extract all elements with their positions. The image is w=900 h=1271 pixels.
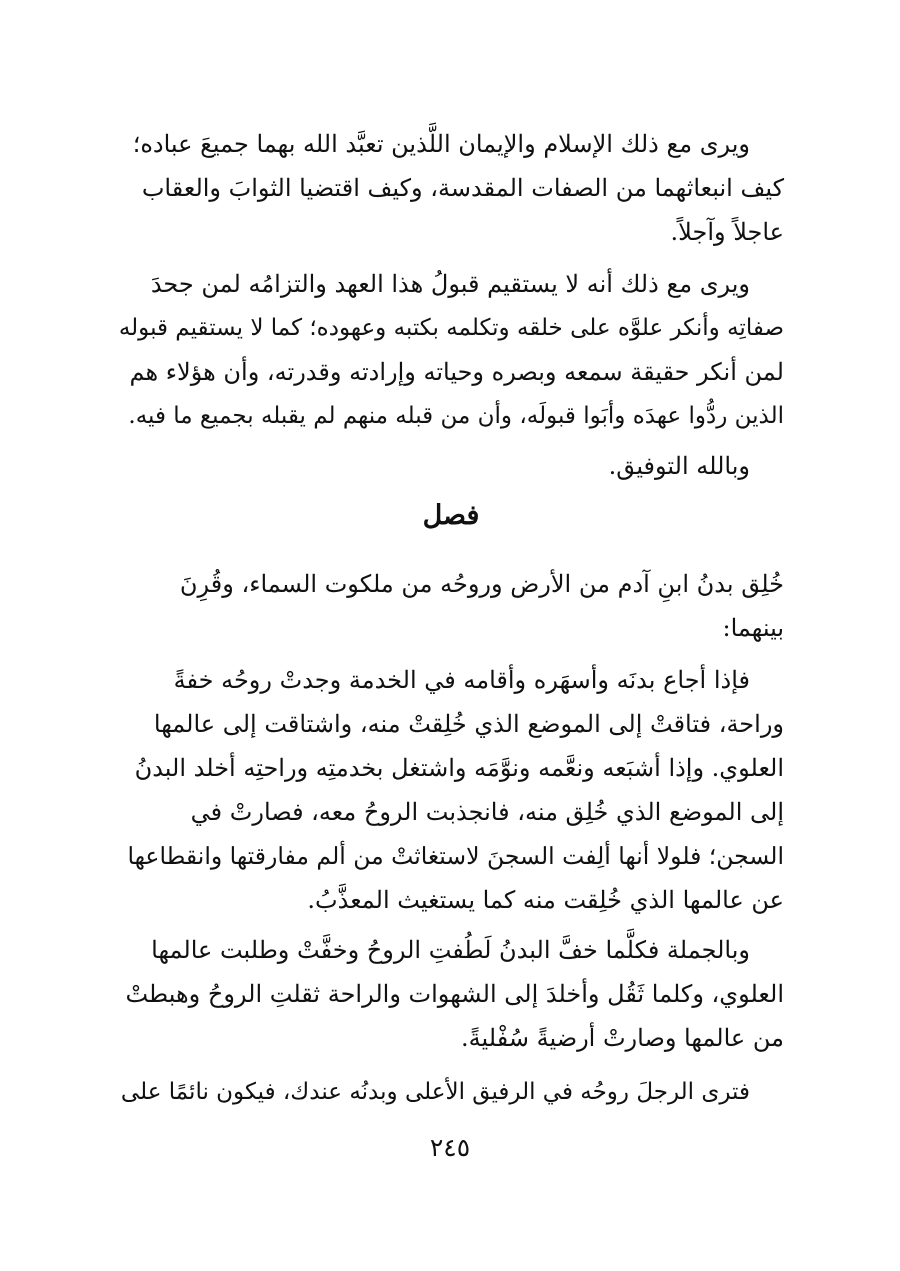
text-line: الذين ردُّوا عهدَه وأبَوا قبولَه، وأن من قبله منهم لم يقبله بجميع ما فيه. — [128, 403, 784, 429]
text-line: وبالله التوفيق. — [608, 452, 750, 480]
paragraph-3 — [118, 444, 784, 488]
text-line: عاجلاً وآجلاً. — [670, 218, 784, 246]
section-paragraph-2 — [118, 658, 784, 922]
section-heading: فصل — [422, 500, 480, 531]
text-line: فترى الرجلَ روحُه في الرفيق الأعلى وبدنُه عندك، فيكون نائمًا على — [120, 1079, 750, 1105]
text-line: عن عالمها الذي خُلِقت منه كما يستغيث المعذَّبُ. — [307, 886, 784, 914]
text-line: لمن أنكر حقيقة سمعه وبصره وحياته وإرادته وقدرته، وأن هؤلاء هم — [129, 358, 784, 386]
section-paragraph-4 — [118, 1070, 784, 1114]
page-number: ٢٤٥ — [429, 1133, 471, 1162]
text-line: خُلِق بدنُ ابنِ آدم من الأرض وروحُه من ملكوت السماء، وقُرِنَ — [179, 570, 784, 598]
text-line: صفاتِه وأنكر علوَّه على خلقه وتكلمه بكتبه وعهوده؛ كما لا يستقيم قبوله — [118, 315, 784, 341]
text-line: بينهما: — [722, 614, 784, 642]
text-line: ويرى مع ذلك الإسلام والإيمان اللَّذين تعبَّد الله بهما جميعَ عباده؛ — [132, 130, 750, 158]
text-line: كيف انبعاثهما من الصفات المقدسة، وكيف اقتضيا الثوابَ والعقاب — [141, 174, 784, 202]
text-line: العلوي، وكلما ثَقُل وأخلدَ إلى الشهوات والراحة ثقلتِ الروحُ وهبطتْ — [125, 980, 784, 1008]
paragraph-1 — [118, 122, 784, 254]
text-line: من عالمها وصارتْ أرضيةً سُفْليةً. — [461, 1024, 784, 1052]
section-paragraph-1 — [118, 562, 784, 650]
text-line: ويرى مع ذلك أنه لا يستقيم قبولُ هذا العهد والتزامُه لمن جحدَ — [150, 270, 750, 298]
text-line: السجن؛ فلولا أنها ألِفت السجنَ لاستغاثتْ من ألم مفارقتها وانقطاعها — [127, 842, 784, 870]
paragraph-2 — [118, 262, 784, 438]
text-line: العلوي. وإذا أشبَعه ونعَّمه ونوَّمَه واشتغل بخدمتِه وراحتِه أخلد البدنُ — [134, 754, 784, 782]
text-line: وبالجملة فكلَّما خفَّ البدنُ لَطُفتِ الروحُ وخفَّتْ وطلبت عالمها — [151, 936, 750, 964]
text-line: فإذا أجاع بدنَه وأسهَره وأقامه في الخدمة وجدتْ روحُه خفةً — [173, 666, 750, 694]
text-line: إلى الموضع الذي خُلِق منه، فانجذبت الروحُ معه، فصارتْ في — [190, 798, 784, 826]
section-paragraph-3 — [118, 928, 784, 1060]
text-line: وراحة، فتاقتْ إلى الموضع الذي خُلِقتْ منه، واشتاقت إلى عالمها — [153, 710, 784, 738]
